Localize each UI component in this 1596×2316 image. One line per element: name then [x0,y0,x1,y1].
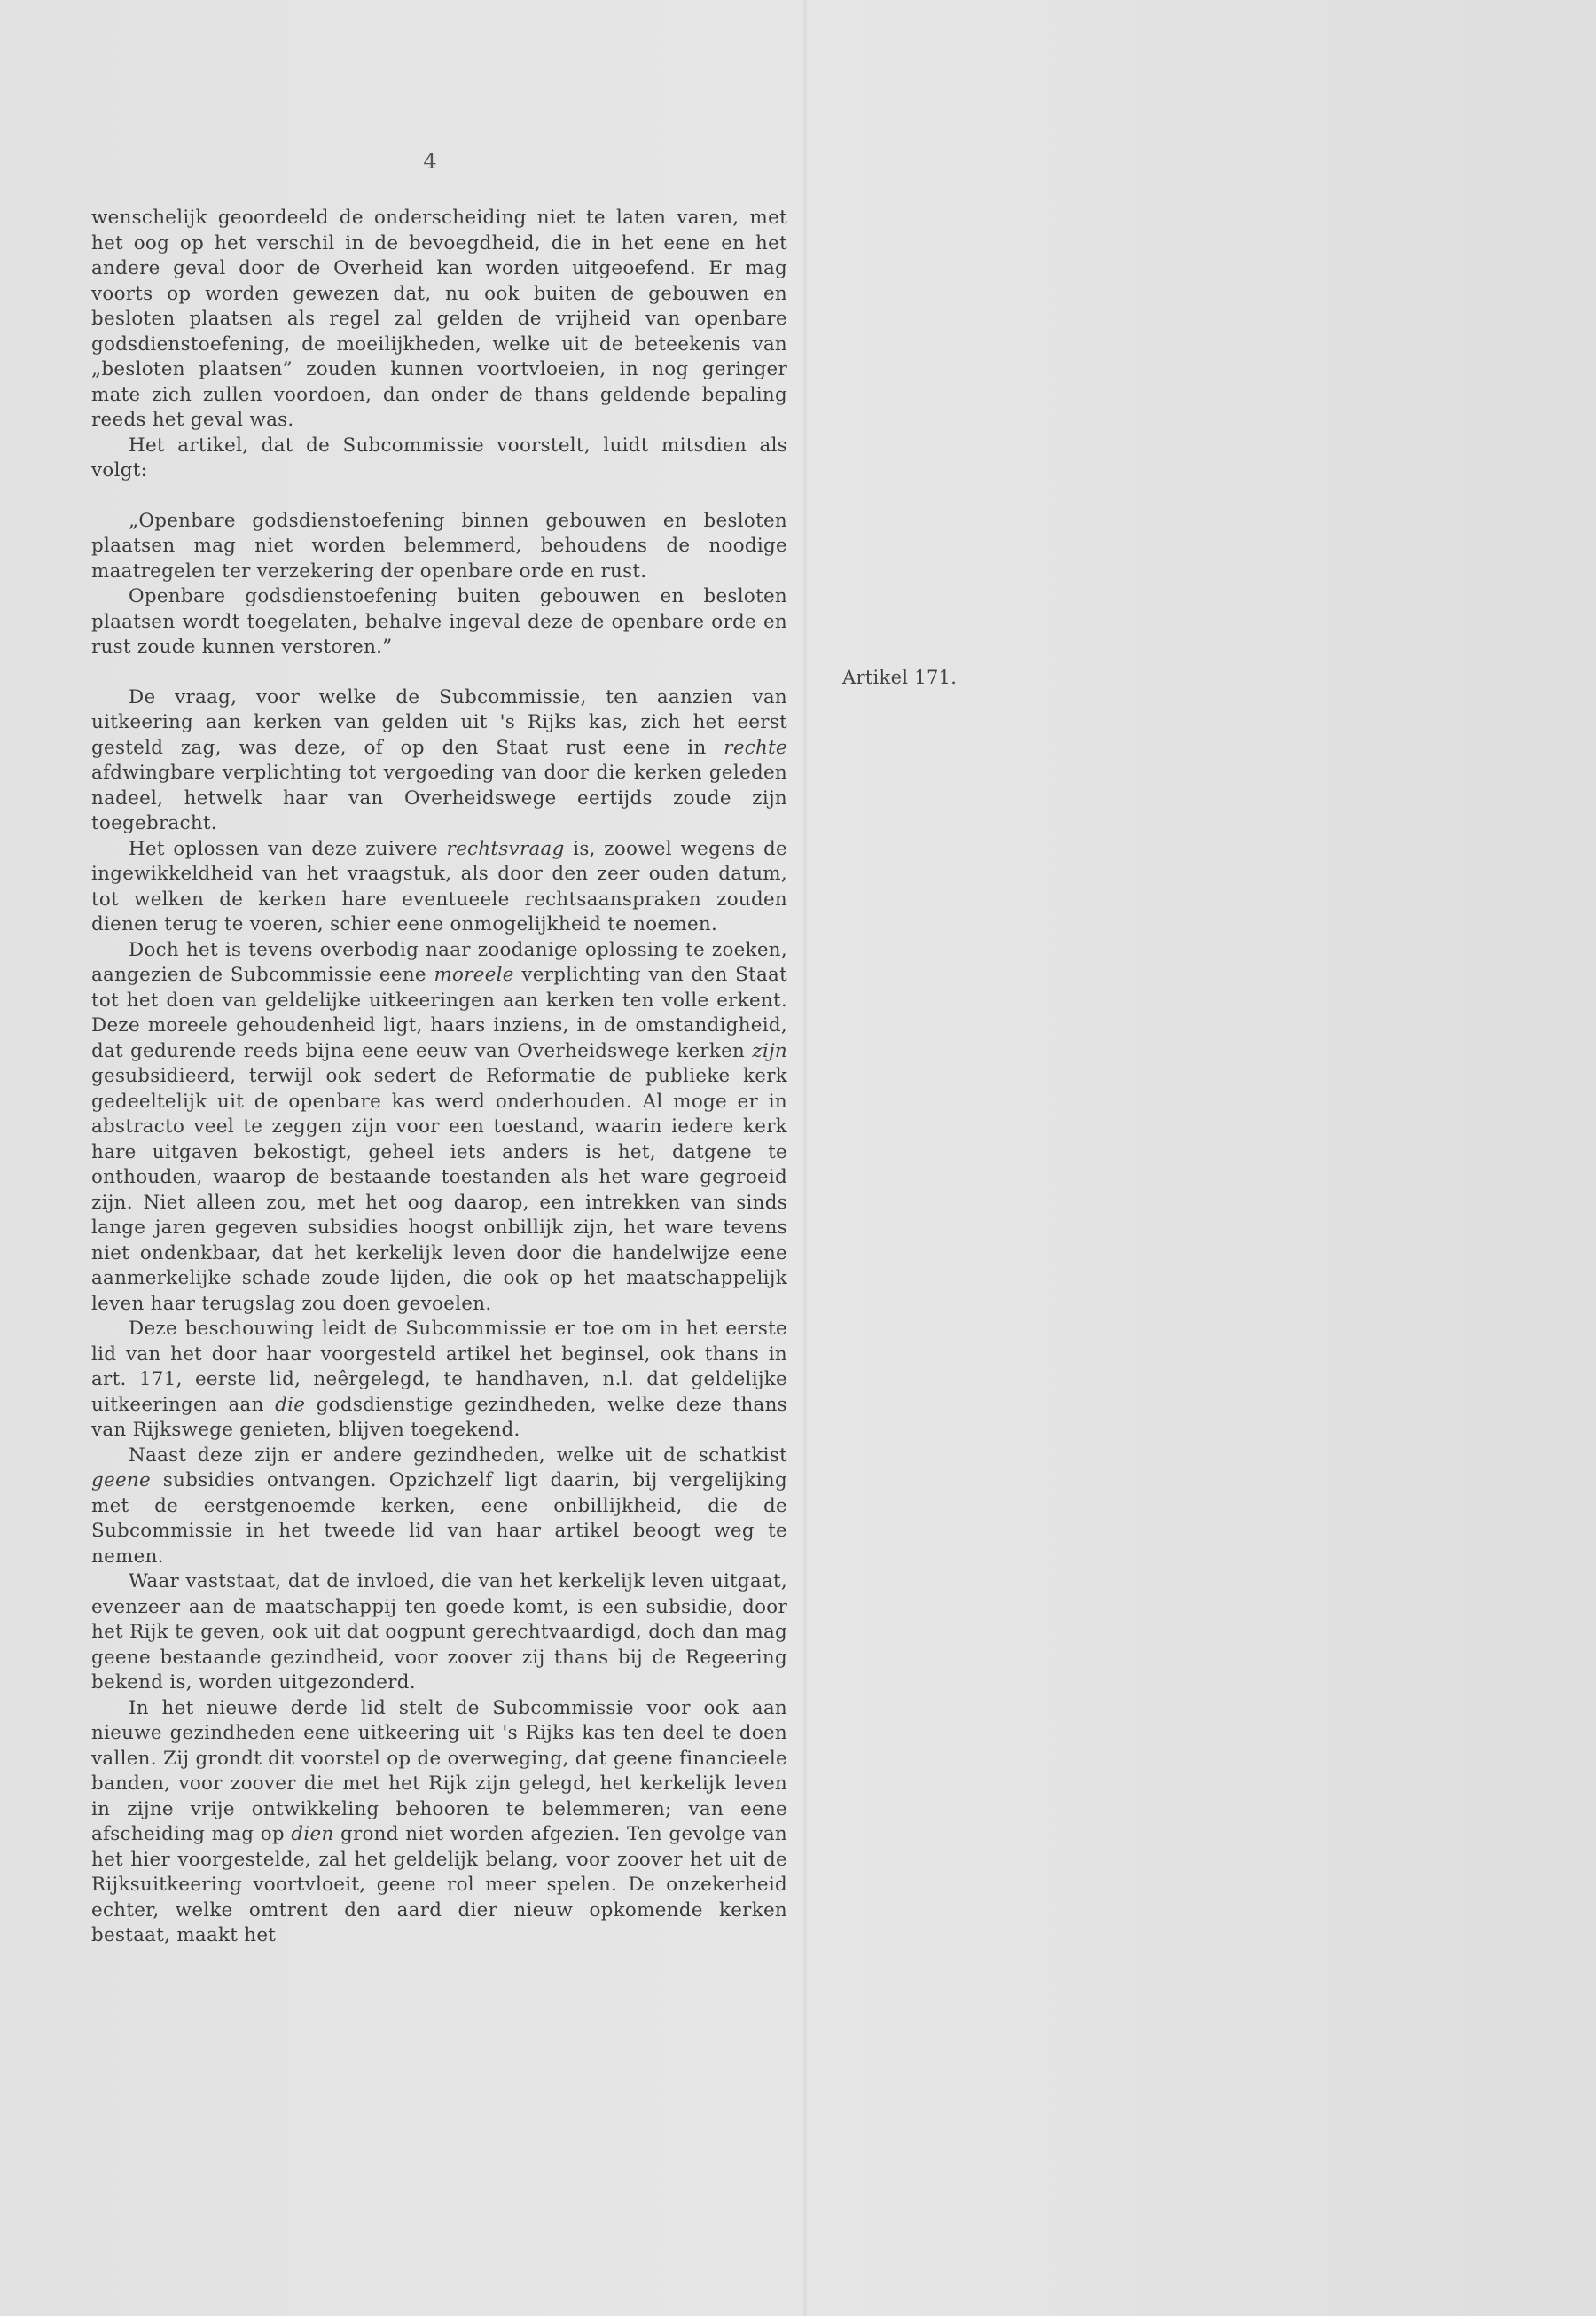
paragraph-3: De vraag, voor welke de Subcommissie, ten aanzien van uitkeering aan kerken van gelden uit 's Rijks kas, zich het eerst gesteld zag, was deze, of op den Staat rust eene in rechte afdwingbare verplichting tot vergoeding van door die kerken geleden nadeel, hetwelk haar van Overheidswege eertijds zoude zijn toegebracht. [91,685,787,834]
emphasis-moreele: moreele [434,964,514,986]
page-fold [802,0,808,2316]
quote-paragraph-2: Openbare godsdienstoefening buiten gebouwen en besloten plaatsen wordt toegelaten, behalve ingeval deze de openbare orde en rust zoude kunnen verstoren.” [91,585,787,658]
quote-paragraph-1: „Openbare godsdienstoefening binnen gebouwen en besloten plaatsen mag niet worden belemmerd, behoudens de noodige maatregelen ter verzekering der openbare orde en rust. [91,509,787,583]
paragraph-6: Deze beschouwing leidt de Subcommissie er toe om in het eerste lid van het door haar voorgesteld artikel het beginsel, ook thans in art. 171, eerste lid, neêrgelegd, te handhaven, n.l. dat geldelijke uitkeeringen aan die godsdienstige gezindheden, welke deze thans van Rijkswege genieten, blijven toegekend. [91,1318,787,1441]
emphasis-rechtsvraag: rechtsvraag [446,837,565,860]
paragraph-7: Naast deze zijn er andere gezindheden, welke uit de schatkist geene subsidies ontvangen. Opzichzelf ligt daarin, bij vergelijking met de eerstgenoemde kerken, eene onbillijkheid, die de Subcommissie in het tweede lid van haar artikel beoogt weg te nemen. [91,1444,787,1568]
emphasis-die: die [275,1393,306,1416]
margin-note-article: Artikel 171. [842,667,958,688]
paragraph-5: Doch het is tevens overbodig naar zoodanige oplossing te zoeken, aangezien de Subcommissie eene moreele verplichting van den Staat tot het doen van geldelijke uitkeeringen aan kerken ten volle erkent. Deze moreele gehoudenheid ligt, haars inziens, in de omstandigheid, dat gedurende reeds bijna eene eeuw van Overheidswege kerken zijn gesubsidieerd, terwijl ook sedert de Reformatie de publieke kerk gedeeltelijk uit de openbare kas werd onderhouden. Al moge er in abstracto veel te zeggen zijn voor een toestand, waarin iedere kerk hare uitgaven bekostigt, geheel iets anders is het, datgene te onthouden, waarop de bestaande toestanden als het ware gegroeid zijn. Niet alleen zou, met het oog daarop, een intrekken van sinds lange jaren gegeven subsidies hoogst onbillijk zijn, het ware tevens niet ondenkbaar, dat het kerkelijk leven door die handelwijze eene aanmerkelijke schade zoude lijden, die ook op het maatschappelijk leven haar terugslag zou doen gevoelen. [91,938,787,1315]
page-number: 4 [423,149,437,174]
paragraph-9: In het nieuwe derde lid stelt de Subcommissie voor ook aan nieuwe gezindheden eene uitkeering uit 's Rijks kas ten deel te doen vallen. Zij grondt dit voorstel op de overweging, dat geene financieele banden, voor zoover die met het Rijk zijn gelegd, het kerkelijk leven in zijne vrije ontwikkeling behooren te belemmeren; van eene afscheiding mag op dien grond niet worden afgezien. Ten gevolge van het hier voorgestelde, zal het geldelijk belang, voor zoover het uit de Rijksuitkeering voortvloeit, geene rol meer spelen. De onzekerheid echter, welke omtrent den aard dier nieuw opkomende kerken bestaat, maakt het [91,1696,787,1946]
paragraph-4: Het oplossen van deze zuivere rechtsvraag is, zoowel wegens de ingewikkeldheid van het vraagstuk, als door den zeer ouden datum, tot welken de kerken hare eventueele rechtsaanspraken zouden dienen terug te voeren, schier eene onmogelijkheid te noemen. [91,837,787,935]
emphasis-geene: geene [91,1469,151,1491]
paragraph-2: Het artikel, dat de Subcommissie voorstelt, luidt mitsdien als volgt: [91,434,787,481]
paragraph-1: wenschelijk geoordeeld de onderscheiding niet te laten varen, met het oog op het verschil in de bevoegdheid, die in het eene en het andere geval door de Overheid kan worden uitgeoefend. Er mag voorts op worden gewezen dat, nu ook buiten de gebouwen en besloten plaatsen als regel zal gelden de vrijheid van openbare godsdienstoefening, de moeilijkheden, welke uit de beteekenis van „besloten plaatsen” zouden kunnen voortvloeien, in nog geringer mate zich zullen voordoen, dan onder de thans geldende bepaling reeds het geval was. [91,207,787,431]
emphasis-zijn: zijn [752,1039,787,1062]
emphasis-rechte: rechte [724,736,787,759]
text-column [91,206,787,1949]
emphasis-dien: dien [291,1823,334,1845]
paragraph-8: Waar vaststaat, dat de invloed, die van het kerkelijk leven uitgaat, evenzeer aan de maatschappij ten goede komt, is een subsidie, door het Rijk te geven, ook uit dat oogpunt gerechtvaardigd, doch dan mag geene bestaande gezindheid, voor zoover zij thans bij de Regeering bekend is, worden uitgezonderd. [91,1570,787,1694]
